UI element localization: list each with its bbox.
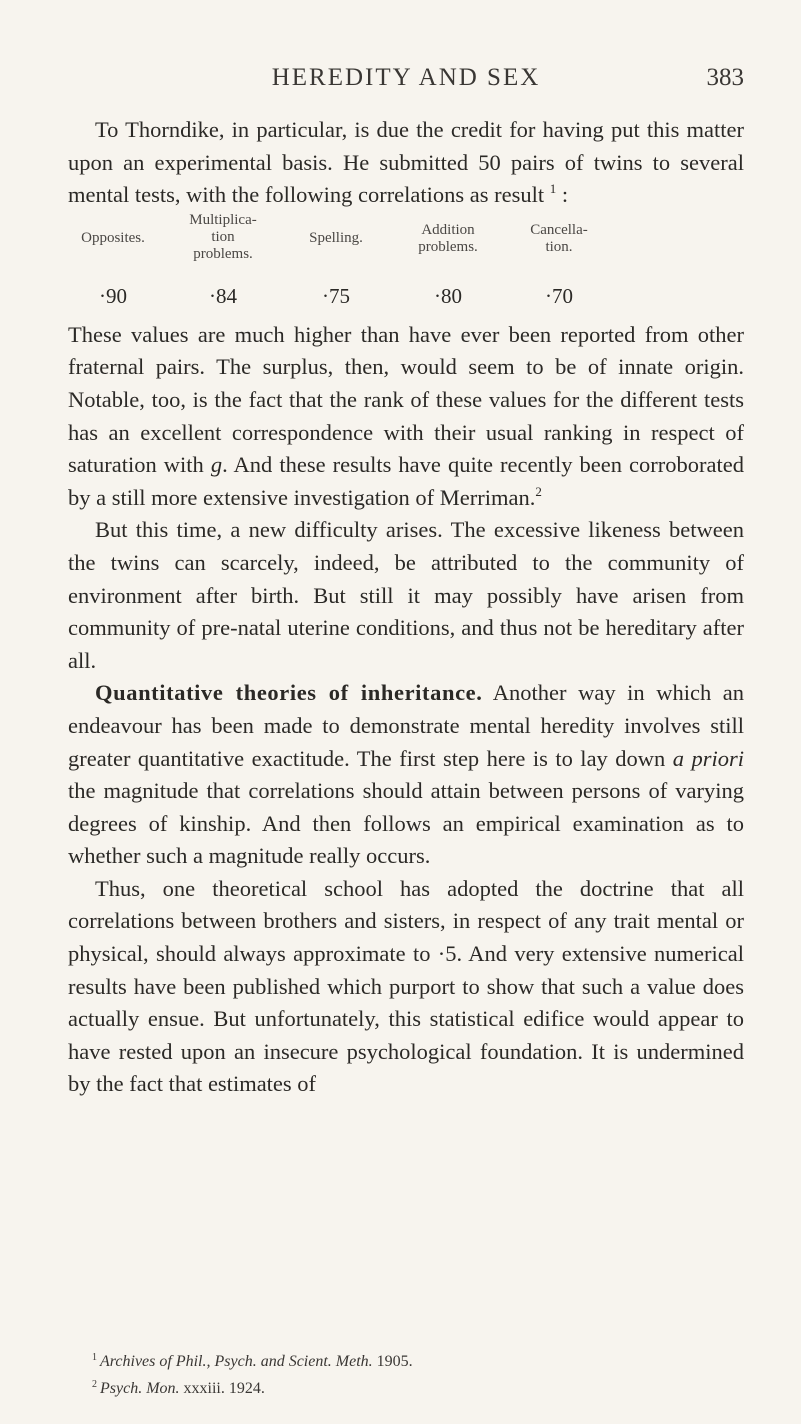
page-number: 383 xyxy=(706,64,744,91)
paragraph-2-g: g xyxy=(210,452,223,478)
table-value: ·90 xyxy=(99,283,127,308)
footnote-ref-1: 1 xyxy=(549,181,557,197)
table-header: problems. xyxy=(193,245,253,262)
footnotes xyxy=(92,1346,732,1400)
paragraph-3: But this time, a new difficulty arises. The excessive likeness between the twins can scarcely, indeed, be attributed to the community of environment after birth. But still it may possibly have arisen from community of pre-natal uterine conditions, and thus not be hereditary after all. xyxy=(68,517,744,673)
table-header: problems. xyxy=(418,238,478,255)
footnote-ref-2: 2 xyxy=(535,483,542,499)
footnote-source: Archives of Phil., Psych. and Scient. Meth. xyxy=(100,1353,373,1370)
paragraph-5: Thus, one theoretical school has adopted the doctrine that all correlations between brothers and sisters, in respect of any trait mental or physical, should always approximate to ·5. And very extensive numerical results have been published which purport to show that such a value does actually ensue. But unfortunately, this statistical edifice would appear to have rested upon an insecure psychological foundation. It is undermined by the fact that estimates of xyxy=(68,875,744,1097)
paragraph-2 xyxy=(68,319,744,515)
paragraph-2-text-a: These values are much higher than have ever been reported from other fraternal pairs. The surplus, then, would seem to be of innate origin. Notable, too, is the fact that the rank of these values for the different tests has an excellent correspondence with their usual ranking in respect of saturation with xyxy=(68,321,744,478)
section-heading: Quantitative theories of inheritance. xyxy=(95,680,483,706)
paragraph-1-text: To Thorndike, in particular, is due the credit for having put this matter upon an experimental basis. He submitted 50 pairs of twins to several mental tests, with the following correlations as result xyxy=(68,117,744,208)
table-header: Opposites. xyxy=(81,229,145,246)
table-value: ·84 xyxy=(209,283,237,308)
footnote-year: 1905. xyxy=(372,1353,413,1370)
paragraph-4-text-a: Another way in which an endeavour has been made to demonstrate mental heredity involves still greater quantitative exactitude. The first step here is to lay down xyxy=(68,680,744,771)
table-header: Multiplica- xyxy=(189,211,257,228)
table-header: tion. xyxy=(545,238,573,255)
table-column-spelling xyxy=(286,229,386,308)
footnote-mark: 1 xyxy=(92,1352,97,1363)
body-text xyxy=(68,114,744,1101)
table-column-addition xyxy=(393,221,503,308)
paragraph-1-end: : xyxy=(556,182,569,208)
footnote-source: Psych. Mon. xyxy=(100,1380,180,1397)
table-header: Spelling. xyxy=(309,229,363,246)
footnote-1 xyxy=(92,1346,732,1373)
table-column-opposites xyxy=(68,229,158,308)
paragraph-4 xyxy=(68,677,744,873)
table-value: ·80 xyxy=(434,283,462,308)
footnote-mark: 2 xyxy=(92,1379,97,1390)
table-header: tion xyxy=(211,228,235,245)
running-title: HEREDITY AND SEX xyxy=(271,64,541,91)
table-header: Cancella- xyxy=(530,221,588,238)
footnote-2 xyxy=(92,1373,732,1400)
paragraph-4-a-priori: a priori xyxy=(672,745,745,771)
correlation-table xyxy=(68,212,744,319)
paragraph-2-text-b: . And these results have quite recently been corroborated by a still more extensive investigation of Merriman. xyxy=(68,452,744,510)
paragraph-4-text-b: the magnitude that correlations should attain between persons of varying degrees of kinship. And then follows an empirical examination as to whether such a magnitude really occurs. xyxy=(68,778,744,869)
table-value: ·75 xyxy=(322,283,350,308)
table-value: ·70 xyxy=(545,283,573,308)
page-header xyxy=(68,64,744,104)
table-header: Addition xyxy=(421,221,475,238)
footnote-year: xxxiii. 1924. xyxy=(179,1380,265,1397)
paragraph-1 xyxy=(68,114,744,212)
table-column-cancellation xyxy=(514,221,604,308)
table-column-multiplication xyxy=(168,211,278,308)
